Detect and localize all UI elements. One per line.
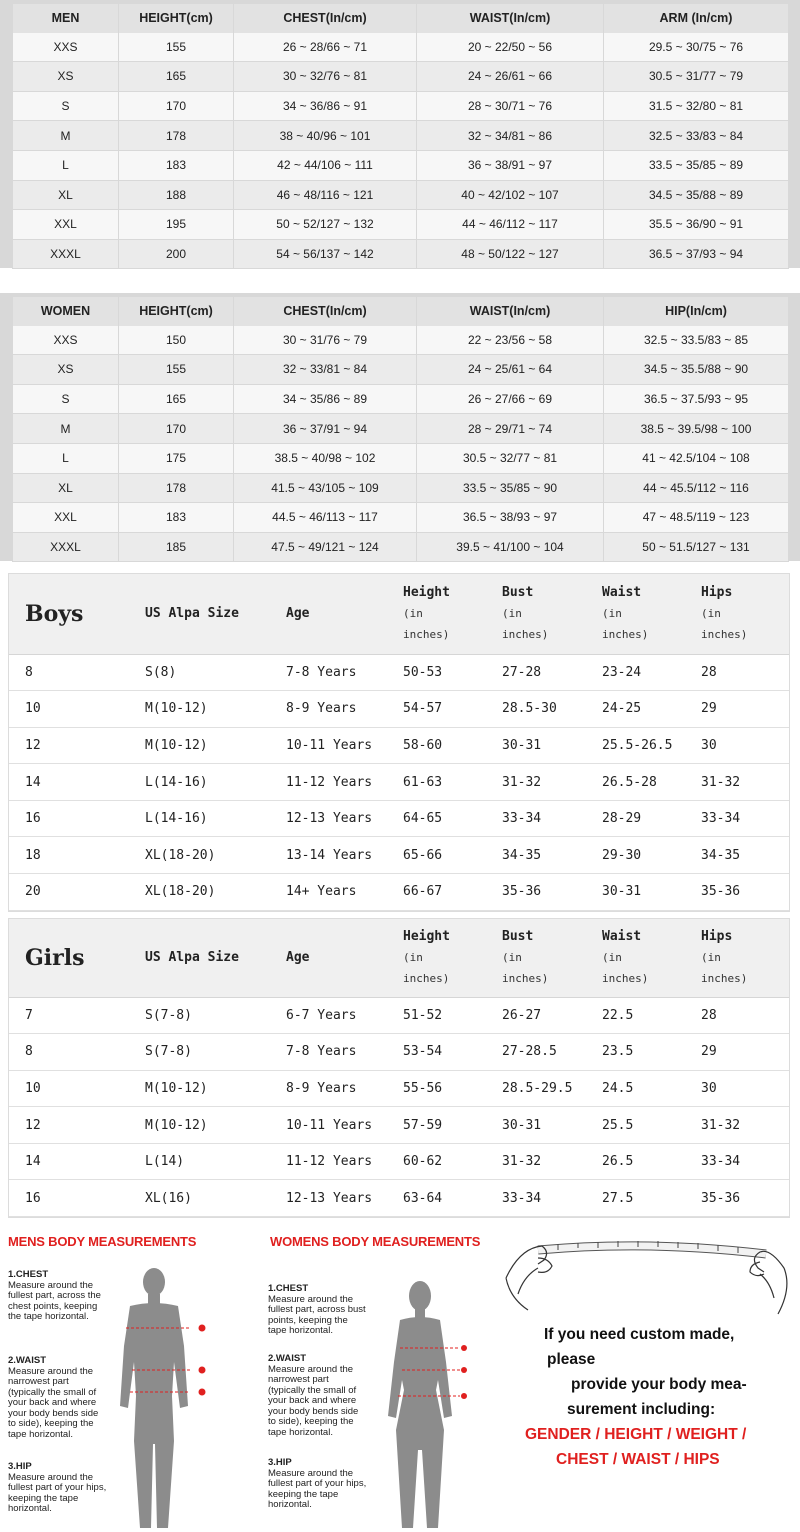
table-cell: 178 (119, 473, 234, 503)
men-size-table (0, 0, 800, 268)
table-cell: 12 (9, 1107, 145, 1144)
table-cell: XXS (13, 326, 119, 355)
table-cell: 36 ~ 38/91 ~ 97 (417, 150, 604, 180)
header-chest: CHEST(In/cm) (234, 297, 417, 326)
table-row (9, 997, 789, 1034)
table-cell: 38.5 ~ 40/98 ~ 102 (234, 443, 417, 473)
header-hips: Hips (in inches) (701, 919, 789, 997)
table-cell: 28 ~ 30/71 ~ 76 (417, 91, 604, 121)
table-cell: 8-9 Years (286, 691, 403, 728)
table-cell: 12-13 Years (286, 800, 403, 837)
table-cell: 165 (119, 384, 234, 414)
table-cell: 35-36 (502, 874, 602, 911)
table-cell: 24.5 (602, 1070, 701, 1107)
mens-chest-note: 1.CHEST Measure around the fullest part, across the chest points, keeping the tape horizontal. (8, 1269, 101, 1322)
mens-measure-title: MENS BODY MEASUREMENTS (8, 1234, 197, 1249)
table-row (9, 654, 789, 691)
table-cell: L (13, 150, 119, 180)
table-cell: L (13, 443, 119, 473)
women-header-row (13, 297, 789, 326)
header-height: Height (in inches) (403, 574, 502, 654)
mens-waist-note: 2.WAIST Measure around the narrowest part (typically the small of your back and where your body bends side to side), keeping the tape horizontal. (8, 1355, 99, 1440)
table-cell: 54-57 (403, 691, 502, 728)
header-age: Age (286, 919, 403, 997)
table-cell: 44 ~ 46/112 ~ 117 (417, 210, 604, 240)
table-row (9, 1143, 789, 1180)
table-cell: 46 ~ 48/116 ~ 121 (234, 180, 417, 210)
table-cell: 31-32 (502, 1143, 602, 1180)
table-cell: 64-65 (403, 800, 502, 837)
table-cell: 50 ~ 51.5/127 ~ 131 (604, 532, 789, 562)
table-cell: 30-31 (602, 874, 701, 911)
table-row (13, 384, 789, 414)
table-cell: 32.5 ~ 33.5/83 ~ 85 (604, 326, 789, 355)
table-cell: XXXL (13, 532, 119, 562)
table-row (13, 443, 789, 473)
table-cell: L(14-16) (145, 764, 286, 801)
table-cell: 25.5-26.5 (602, 727, 701, 764)
table-cell: 34-35 (701, 837, 789, 874)
header-waist: Waist (in inches) (602, 574, 701, 654)
table-cell: 34 ~ 35/86 ~ 89 (234, 384, 417, 414)
table-cell: 150 (119, 326, 234, 355)
table-cell: 31.5 ~ 32/80 ~ 81 (604, 91, 789, 121)
table-cell: 35.5 ~ 36/90 ~ 91 (604, 210, 789, 240)
table-cell: 13-14 Years (286, 837, 403, 874)
table-cell: 7-8 Years (286, 654, 403, 691)
table-cell: 31-32 (701, 1107, 789, 1144)
table-row (13, 532, 789, 562)
table-cell: 51-52 (403, 997, 502, 1034)
table-cell: 11-12 Years (286, 764, 403, 801)
table-cell: M(10-12) (145, 1107, 286, 1144)
table-cell: 14 (9, 1143, 145, 1180)
table-cell: 65-66 (403, 837, 502, 874)
table-cell: 28 ~ 29/71 ~ 74 (417, 414, 604, 444)
table-cell: 12-13 Years (286, 1180, 403, 1217)
table-cell: 40 ~ 42/102 ~ 107 (417, 180, 604, 210)
table-cell: 28.5-30 (502, 691, 602, 728)
table-cell: M(10-12) (145, 691, 286, 728)
table-cell: 27.5 (602, 1180, 701, 1217)
table-row (9, 874, 789, 911)
table-cell: 183 (119, 503, 234, 533)
table-cell: 26.5-28 (602, 764, 701, 801)
table-cell: 34 ~ 36/86 ~ 91 (234, 91, 417, 121)
table-cell: 24 ~ 25/61 ~ 64 (417, 355, 604, 385)
boys-header-row (9, 574, 789, 654)
womens-measure-title: WOMENS BODY MEASUREMENTS (270, 1234, 481, 1249)
table-row (13, 473, 789, 503)
table-cell: L(14-16) (145, 800, 286, 837)
table-cell: 29.5 ~ 30/75 ~ 76 (604, 33, 789, 62)
table-cell: 36.5 ~ 37/93 ~ 94 (604, 239, 789, 269)
boys-title: Boys (25, 600, 84, 627)
table-cell: 23.5 (602, 1034, 701, 1071)
table-cell: 26 ~ 28/66 ~ 71 (234, 33, 417, 62)
header-age: Age (286, 574, 403, 654)
table-row (13, 180, 789, 210)
table-cell: 48 ~ 50/122 ~ 127 (417, 239, 604, 269)
womens-hip-note: 3.HIP Measure around the fullest part of your hips, keeping the tape horizontal. (268, 1457, 367, 1510)
header-hip: HIP(In/cm) (604, 297, 789, 326)
table-row (9, 800, 789, 837)
table-cell: 195 (119, 210, 234, 240)
header-height: HEIGHT(cm) (119, 297, 234, 326)
table-cell: 38.5 ~ 39.5/98 ~ 100 (604, 414, 789, 444)
table-cell: 7-8 Years (286, 1034, 403, 1071)
table-cell: 10-11 Years (286, 1107, 403, 1144)
womens-waist-note: 2.WAIST Measure around the narrowest part (typically the small of your back and where your body bends side to side), keeping the tape horizontal. (268, 1353, 359, 1438)
table-cell: 8-9 Years (286, 1070, 403, 1107)
table-cell: XXS (13, 33, 119, 62)
table-cell: 165 (119, 62, 234, 92)
table-cell: 36.5 ~ 37.5/93 ~ 95 (604, 384, 789, 414)
table-cell: 26 ~ 27/66 ~ 69 (417, 384, 604, 414)
table-cell: 25.5 (602, 1107, 701, 1144)
table-row (9, 764, 789, 801)
table-cell: 10 (9, 691, 145, 728)
header-waist: WAIST(In/cm) (417, 4, 604, 33)
header-us-size: US Alpa Size (145, 919, 286, 997)
table-cell: 28 (701, 997, 789, 1034)
table-cell: 53-54 (403, 1034, 502, 1071)
table-cell: 31-32 (502, 764, 602, 801)
table-cell: S (13, 384, 119, 414)
women-size-table (0, 293, 800, 561)
table-cell: 34-35 (502, 837, 602, 874)
table-row (13, 121, 789, 151)
table-cell: 33-34 (701, 800, 789, 837)
table-cell: 170 (119, 91, 234, 121)
table-cell: 10 (9, 1070, 145, 1107)
table-cell: 33.5 ~ 35/85 ~ 89 (604, 150, 789, 180)
table-row (9, 727, 789, 764)
table-cell: S(7-8) (145, 997, 286, 1034)
header-size: MEN (13, 4, 119, 33)
table-cell: 16 (9, 800, 145, 837)
table-cell: 30.5 ~ 32/77 ~ 81 (417, 443, 604, 473)
header-waist: WAIST(In/cm) (417, 297, 604, 326)
header-us-size: US Alpa Size (145, 574, 286, 654)
table-cell: 35-36 (701, 874, 789, 911)
table-cell: 185 (119, 532, 234, 562)
table-cell: 39.5 ~ 41/100 ~ 104 (417, 532, 604, 562)
table-cell: XXXL (13, 239, 119, 269)
table-cell: XXL (13, 503, 119, 533)
header-height: Height (in inches) (403, 919, 502, 997)
table-cell: 32.5 ~ 33/83 ~ 84 (604, 121, 789, 151)
table-cell: XS (13, 62, 119, 92)
table-cell: 23-24 (602, 654, 701, 691)
table-row (9, 1180, 789, 1217)
table-cell: M (13, 121, 119, 151)
table-cell: 54 ~ 56/137 ~ 142 (234, 239, 417, 269)
table-cell: 11-12 Years (286, 1143, 403, 1180)
table-cell: 30-31 (502, 1107, 602, 1144)
table-cell: 34.5 ~ 35.5/88 ~ 90 (604, 355, 789, 385)
female-figure-icon (380, 1280, 480, 1532)
table-cell: 60-62 (403, 1143, 502, 1180)
table-cell: 10-11 Years (286, 727, 403, 764)
table-cell: 18 (9, 837, 145, 874)
girls-size-table (8, 918, 790, 1218)
male-figure-icon (108, 1266, 218, 1532)
table-cell: 33-34 (502, 1180, 602, 1217)
table-cell: XL(18-20) (145, 874, 286, 911)
table-cell: L(14) (145, 1143, 286, 1180)
table-cell: M (13, 414, 119, 444)
table-cell: 24 ~ 26/61 ~ 66 (417, 62, 604, 92)
table-cell: 28.5-29.5 (502, 1070, 602, 1107)
measuring-tape-icon (498, 1228, 798, 1320)
table-cell: 12 (9, 727, 145, 764)
table-cell: 27-28.5 (502, 1034, 602, 1071)
girls-title: Girls (25, 944, 85, 971)
table-row (9, 837, 789, 874)
table-cell: 28 (701, 654, 789, 691)
table-cell: 26.5 (602, 1143, 701, 1180)
table-cell: 22 ~ 23/56 ~ 58 (417, 326, 604, 355)
table-cell: XS (13, 355, 119, 385)
table-cell: 57-59 (403, 1107, 502, 1144)
table-cell: 33-34 (701, 1143, 789, 1180)
table-cell: 30 (701, 727, 789, 764)
men-header-row (13, 4, 789, 33)
table-cell: XL(18-20) (145, 837, 286, 874)
table-cell: S(8) (145, 654, 286, 691)
table-cell: 28-29 (602, 800, 701, 837)
table-row (13, 91, 789, 121)
table-cell: 50-53 (403, 654, 502, 691)
table-cell: 8 (9, 654, 145, 691)
table-row (13, 355, 789, 385)
table-row (9, 1107, 789, 1144)
womens-chest-note: 1.CHEST Measure around the fullest part, across bust points, keeping the tape horizontal. (268, 1283, 366, 1336)
table-row (13, 62, 789, 92)
table-cell: 178 (119, 121, 234, 151)
table-cell: 30 ~ 32/76 ~ 81 (234, 62, 417, 92)
table-cell: 61-63 (403, 764, 502, 801)
table-cell: M(10-12) (145, 1070, 286, 1107)
table-cell: 38 ~ 40/96 ~ 101 (234, 121, 417, 151)
table-cell: 32 ~ 34/81 ~ 86 (417, 121, 604, 151)
table-cell: S (13, 91, 119, 121)
table-row (9, 1070, 789, 1107)
table-cell: 16 (9, 1180, 145, 1217)
table-cell: 27-28 (502, 654, 602, 691)
table-cell: 36.5 ~ 38/93 ~ 97 (417, 503, 604, 533)
table-cell: 8 (9, 1034, 145, 1071)
table-cell: 7 (9, 997, 145, 1034)
table-cell: XL (13, 473, 119, 503)
table-row (13, 414, 789, 444)
header-bust: Bust (in inches) (502, 919, 602, 997)
table-cell: 30.5 ~ 31/77 ~ 79 (604, 62, 789, 92)
header-height: HEIGHT(cm) (119, 4, 234, 33)
table-cell: M(10-12) (145, 727, 286, 764)
table-cell: 155 (119, 33, 234, 62)
table-cell: 30 ~ 31/76 ~ 79 (234, 326, 417, 355)
table-cell: 22.5 (602, 997, 701, 1034)
header-bust: Bust (in inches) (502, 574, 602, 654)
table-cell: 41.5 ~ 43/105 ~ 109 (234, 473, 417, 503)
table-cell: 200 (119, 239, 234, 269)
table-cell: 44.5 ~ 46/113 ~ 117 (234, 503, 417, 533)
table-cell: 47 ~ 48.5/119 ~ 123 (604, 503, 789, 533)
table-cell: 36 ~ 37/91 ~ 94 (234, 414, 417, 444)
table-cell: S(7-8) (145, 1034, 286, 1071)
table-cell: 33-34 (502, 800, 602, 837)
mens-hip-note: 3.HIP Measure around the fullest part of your hips, keeping the tape horizontal. (8, 1461, 107, 1514)
table-cell: 63-64 (403, 1180, 502, 1217)
header-waist: Waist (in inches) (602, 919, 701, 997)
table-cell: 14+ Years (286, 874, 403, 911)
table-row (13, 33, 789, 62)
table-cell: 6-7 Years (286, 997, 403, 1034)
table-cell: 55-56 (403, 1070, 502, 1107)
table-cell: 41 ~ 42.5/104 ~ 108 (604, 443, 789, 473)
table-cell: 34.5 ~ 35/88 ~ 89 (604, 180, 789, 210)
table-cell: 35-36 (701, 1180, 789, 1217)
table-cell: 26-27 (502, 997, 602, 1034)
body-measurements-section: MENS BODY MEASUREMENTS 1.CHEST Measure around the fullest part, across the chest points, keeping the tape horizontal. 2.WAIST Measure around the narrowest part (typically the small of your back and where your body bends side to side), keeping the tape horizontal. 3.HIP Measure around the fullest part of your hips, keeping the tape horizontal. WOMENS BODY MEASUREMENTS 1.CHEST Measure around the fullest part, across bust points, keeping the tape horizontal. 2.WAIST Measure around the narrowest part (typically the small of your back and where your body bends side to side), keeping the tape horizontal. 3.HIP Measure around the fullest part of your hips, keeping the tape horizontal. If you need custom made, please provide your body mea- surement including: GENDER / HEIGHT / WEIGHT / CHEST / WAIST / HIPS (0, 1218, 800, 1532)
table-row (9, 691, 789, 728)
table-cell: XL (13, 180, 119, 210)
table-cell: 47.5 ~ 49/121 ~ 124 (234, 532, 417, 562)
table-cell: 66-67 (403, 874, 502, 911)
table-cell: 175 (119, 443, 234, 473)
table-cell: 20 (9, 874, 145, 911)
table-cell: 20 ~ 22/50 ~ 56 (417, 33, 604, 62)
table-cell: 29 (701, 1034, 789, 1071)
header-chest: CHEST(In/cm) (234, 4, 417, 33)
table-row (9, 1034, 789, 1071)
boys-size-table (8, 573, 790, 912)
table-cell: 31-32 (701, 764, 789, 801)
table-row (13, 210, 789, 240)
table-cell: 42 ~ 44/106 ~ 111 (234, 150, 417, 180)
table-row (13, 239, 789, 269)
header-arm: ARM (In/cm) (604, 4, 789, 33)
girls-header-row (9, 919, 789, 997)
table-cell: XL(16) (145, 1180, 286, 1217)
header-hips: Hips (in inches) (701, 574, 789, 654)
table-cell: 29 (701, 691, 789, 728)
table-cell: 30-31 (502, 727, 602, 764)
table-cell: 58-60 (403, 727, 502, 764)
table-cell: 30 (701, 1070, 789, 1107)
table-cell: 44 ~ 45.5/112 ~ 116 (604, 473, 789, 503)
table-cell: 14 (9, 764, 145, 801)
table-cell: 155 (119, 355, 234, 385)
table-cell: 50 ~ 52/127 ~ 132 (234, 210, 417, 240)
table-row (13, 150, 789, 180)
table-cell: 29-30 (602, 837, 701, 874)
table-row (13, 503, 789, 533)
header-size: WOMEN (13, 297, 119, 326)
table-cell: 33.5 ~ 35/85 ~ 90 (417, 473, 604, 503)
table-cell: 170 (119, 414, 234, 444)
table-cell: 183 (119, 150, 234, 180)
table-row (13, 326, 789, 355)
table-cell: 188 (119, 180, 234, 210)
table-cell: 24-25 (602, 691, 701, 728)
table-cell: XXL (13, 210, 119, 240)
table-cell: 32 ~ 33/81 ~ 84 (234, 355, 417, 385)
